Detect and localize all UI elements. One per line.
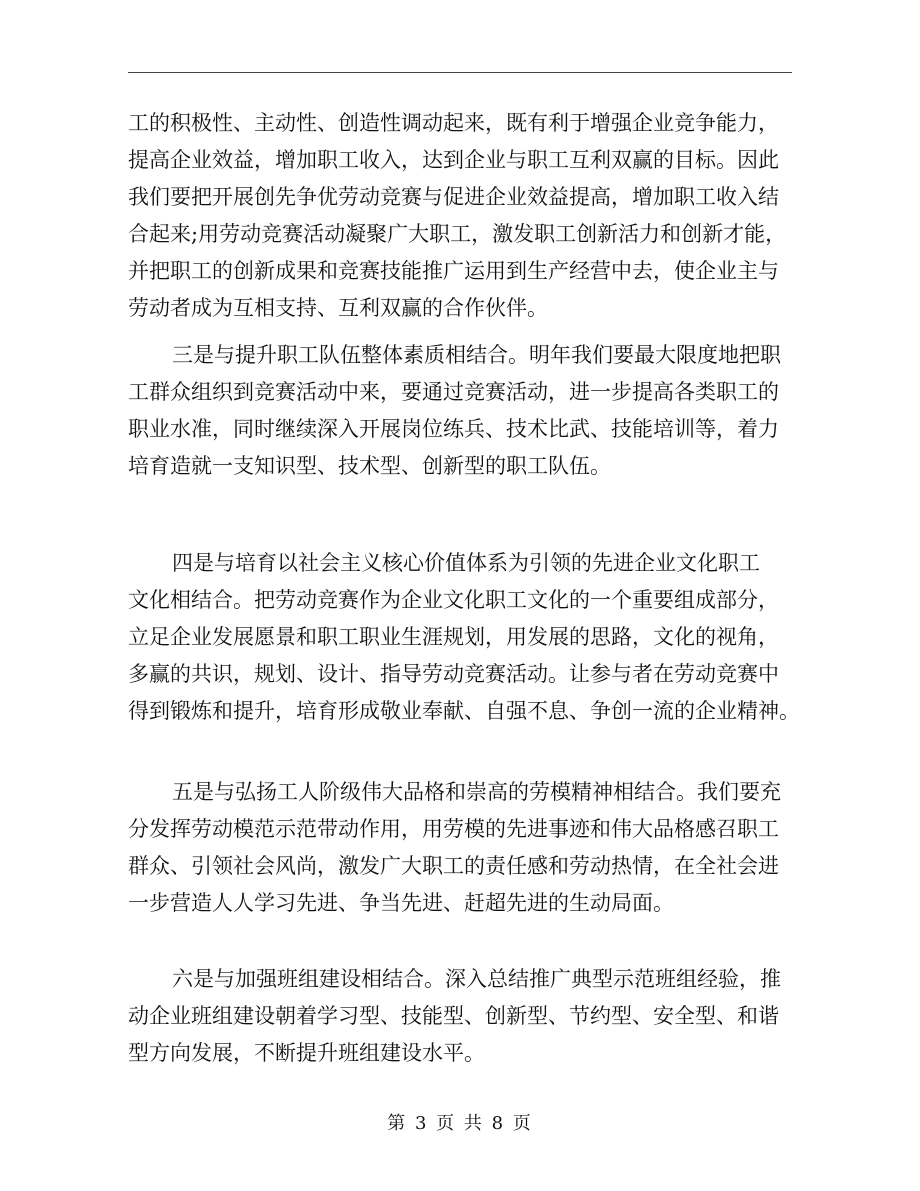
paragraph-six [128, 961, 808, 1072]
header-rule [128, 72, 792, 73]
text-line: 多赢的共识，规划、设计、指导劳动竞赛活动。让参与者在劳动竞赛中 [128, 662, 779, 686]
text-line: 工群众组织到竞赛活动中来，要通过竞赛活动，进一步提高各类职工的 [128, 380, 779, 404]
text-line: 三是与提升职工队伍整体素质相结合。明年我们要最大限度地把职 [172, 343, 781, 367]
text-line: 五是与弘扬工人阶级伟大品格和崇高的劳模精神相结合。我们要充 [172, 780, 781, 804]
text-line: 群众、引领社会风尚，激发广大职工的责任感和劳动热情，在全社会进 [128, 854, 779, 878]
text-line: 我们要把开展创先争优劳动竞赛与促进企业效益提高，增加职工收入结 [128, 185, 779, 209]
text-line: 培育造就一支知识型、技术型、创新型的职工队伍。 [128, 454, 611, 478]
paragraph-continuation [128, 105, 808, 327]
paragraph-three [128, 337, 808, 485]
text-line: 四是与培育以社会主义核心价值体系为引领的先进企业文化职工 [172, 551, 760, 575]
text-line: 职业水准，同时继续深入开展岗位练兵、技术比武、技能培训等，着力 [128, 417, 779, 441]
text-line: 工的积极性、主动性、创造性调动起来，既有利于增强企业竞争能力， [128, 111, 779, 135]
text-line: 得到锻炼和提升，培育形成敬业奉献、自强不息、争创一流的企业精神。 [128, 699, 800, 723]
text-line: 一步营造人人学习先进、争当先进、赶超先进的生动局面。 [128, 891, 674, 915]
text-line: 提高企业效益，增加职工收入，达到企业与职工互利双赢的目标。因此 [128, 148, 779, 172]
paragraph-five [128, 774, 808, 922]
text-line: 动企业班组建设朝着学习型、技能型、创新型、节约型、安全型、和谐 [128, 1004, 779, 1028]
text-line: 并把职工的创新成果和竞赛技能推广运用到生产经营中去，使企业主与 [128, 259, 779, 283]
text-line: 六是与加强班组建设相结合。深入总结推广典型示范班组经验，推 [172, 967, 781, 991]
text-line: 劳动者成为互相支持、互利双赢的合作伙伴。 [128, 296, 548, 320]
paragraph-four [128, 545, 808, 730]
text-line: 分发挥劳动模范示范带动作用，用劳模的先进事迹和伟大品格感召职工 [128, 817, 779, 841]
text-line: 文化相结合。把劳动竞赛作为企业文化职工文化的一个重要组成部分， [128, 588, 779, 612]
text-line: 型方向发展，不断提升班组建设水平。 [128, 1041, 485, 1065]
page-number-footer: 第 3 页 共 8 页 [387, 1113, 533, 1134]
text-line: 合起来;用劳动竞赛活动凝聚广大职工，激发职工创新活力和创新才能， [128, 222, 787, 246]
text-line: 立足企业发展愿景和职工职业生涯规划，用发展的思路，文化的视角， [128, 625, 779, 649]
